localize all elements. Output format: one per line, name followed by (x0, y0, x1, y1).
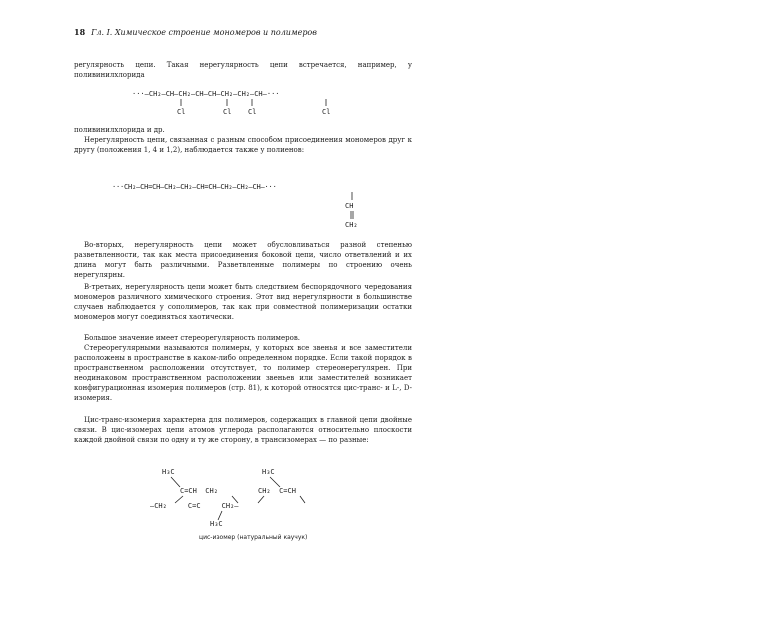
paragraph-1: регулярность цепи. Такая нерегулярность цепи встречается, например, у поливинилхлорида (74, 61, 412, 80)
paragraph-3: Нерегулярность цепи, связанная с разным способом присоединения мономеров друг к другу (положения 1, 4 и 1,2), наблюдается также у полиенов: (74, 136, 412, 155)
pvc-cl-1: Cl (177, 108, 186, 116)
paragraph-6: Большое значение имеет стереорегулярность полимеров. (84, 334, 301, 342)
pvc-cl-4: Cl (322, 108, 331, 116)
pvc-cl-3: Cl (248, 108, 257, 116)
cis-row3: —CH₂ C=C CH₂— (150, 502, 239, 510)
polyene-branch-ch: CH (345, 202, 354, 210)
paragraph-5: В-третьих, нерегулярность цепи может быть следствием беспорядочного чередования мономеров различного химического строения. Этот вид нерегулярности в большинстве случаев наблюдается у сополимеров, так как при совместной полимеризации остатки мономеров могут соединяться хаотически. (74, 283, 412, 322)
polyene-branch-ch2: CH₂ (345, 221, 358, 229)
paragraph-7: Стереорегулярными называются полимеры, у которых все звенья и все заместители расположены в пространстве в каком-либо определенном порядке. Если такой порядок в пространственном расположении отсутствует, то полимер стереонерегулярен. При неодинаковом пространственном расположении звеньев или заместителей возникает конфигурационная изомерия полимеров (стр. 81), к которой относятся цис-транс- и L-, D-изомерия. (74, 344, 412, 403)
page-number: 18 (74, 27, 86, 37)
formula-pvc-chain: ···—CH₂—CH—CH₂—CH—CH—CH₂—CH₂—CH—··· (132, 90, 280, 98)
paragraph-2: поливинилхлорида и др. (74, 126, 165, 134)
paragraph-4: Во-вторых, нерегулярность цепи может обусловливаться разной степенью разветвленности, так как места присоединения боковой цепи, число ответвлений и их длина могут быть различными. Разветвленные полимеры по строению очень нерегулярны. (74, 241, 412, 280)
cis-row2-left: C=CH CH₂ (180, 487, 218, 495)
formula-polyene-chain: ···CH₂—CH=CH—CH₂—CH₂—CH=CH—CH₂—CH₂—CH—··· (112, 183, 277, 191)
running-title: Гл. I. Химическое строение мономеров и полимеров (91, 28, 317, 37)
cis-h3c-bottom: H₃C (210, 520, 223, 528)
cis-row2-right: CH₂ C=CH (258, 487, 296, 495)
cis-h3c-right: H₃C (262, 468, 275, 476)
cis-h3c-left: H₃C (162, 468, 175, 476)
pvc-cl-2: Cl (223, 108, 232, 116)
paragraph-8: Цис-транс-изомерия характерна для полимеров, содержащих в главной цепи двойные связи. В цис-изомерах цепи атомов углерода располагаются относительно плоскости каждой двойной связи по одну и ту же сторону, в трансизомерах — по разные: (74, 416, 412, 445)
cis-caption: цис-изомер (натуральный каучук) (199, 534, 308, 541)
